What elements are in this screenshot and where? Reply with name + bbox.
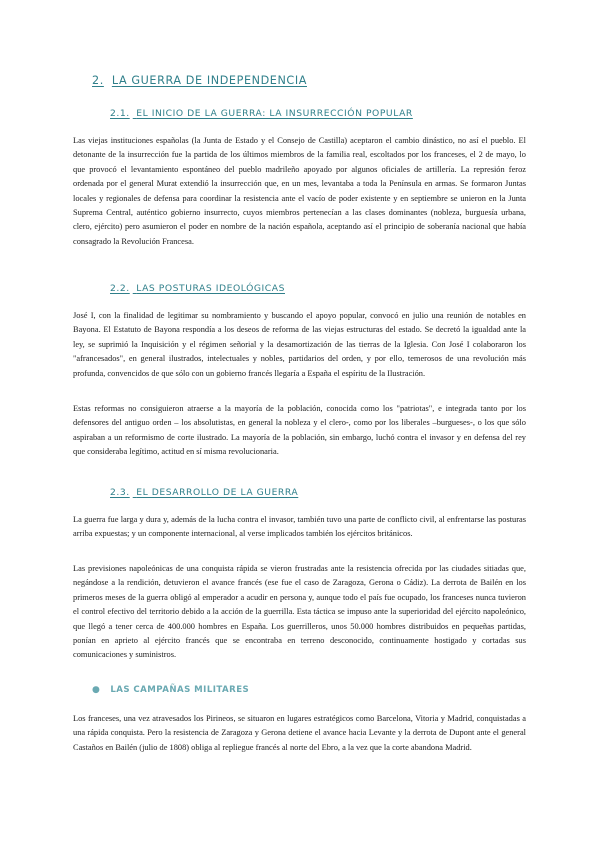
title-text: LA GUERRA DE INDEPENDENCIA	[111, 74, 307, 87]
section-number: 2.3.	[110, 487, 130, 498]
section-number: 2.2.	[110, 283, 130, 294]
section-heading-2-3	[110, 487, 298, 498]
subsection-title: LAS CAMPAÑAS MILITARES	[110, 685, 250, 695]
paragraph: Estas reformas no consiguieron atraerse a la mayoría de la población, conocida como los "patriotas", e integrada tanto por los defensores del antiguo orden – los absolutistas, en general la nobleza y el clero-, como por los liberales –burgueses-, o los que sólo aspiraban a un reformismo de corte ilustrado. La mayoría de la población, sin embargo, luchó contra el invasor y en defensa del rey que consideraba legítimo, actitud en sí misma revolucionaria.	[73, 404, 526, 457]
section-heading-2-2	[110, 283, 285, 294]
paragraph: José I, con la finalidad de legitimar su nombramiento y buscando el apoyo popular, convocó en julio una reunión de notables en Bayona. El Estatuto de Bayona respondía a los deseos de reforma de las viejas estructuras del estado. Se decretó la igualdad ante la ley, se suprimió la Inquisición y el régimen señorial y la desamortización de las tierras de la Iglesia. Con José I colaboraron los "afrancesados", en general ilustrados, intelectuales y nobles, partidarios del orden, y por ello, temerosos de una revolución más profunda, convencidos de que sólo con un gobierno francés llegaría a España el espíritu de la Ilustración.	[73, 311, 526, 378]
section-heading-2-1	[110, 108, 413, 119]
section-title: LAS POSTURAS IDEOLÓGICAS	[136, 283, 285, 294]
paragraph: Los franceses, una vez atravesados los Pirineos, se situaron en lugares estratégicos como Barcelona, Vitoria y Madrid, conquistadas a una rápida conquista. Pero la resistencia de Zaragoza y Gerona detiene el avance hacia Levante y la derrota de Dupont ante el general Castaños en Bailén (julio de 1808) obliga al repliegue francés al norte del Ebro, a la vez que la corte abandona Madrid.	[73, 714, 526, 752]
section-title: EL DESARROLLO DE LA GUERRA	[136, 487, 299, 498]
document-title	[92, 74, 307, 87]
section-number: 2.1.	[110, 108, 130, 119]
title-number: 2.	[92, 74, 104, 87]
paragraph: Las viejas instituciones españolas (la Junta de Estado y el Consejo de Castilla) aceptaron el cambio dinástico, no así el pueblo. El detonante de la insurrección fue la partida de los últimos miembros de la familia real, escoltados por los franceses, el 2 de mayo, lo que provocó el levantamiento espontáneo del pueblo madrileño apoyado por algunos oficiales de artillería. La represión feroz ordenada por el general Murat extendió la insurrección que, en un mes, levantaba a toda la Península en armas. Se formaron Juntas locales y regionales de defensa para coordinar la resistencia ante el vacío de poder existente y en septiembre se unieron en la Junta Suprema Central, auténtico gobierno insurrecto, cuyos miembros pertenecían a las clases dominantes (nobleza, burguesía urbana, clero, ejército) pero asumieron el poder en nombre de la nación española, aceptando así el principio de soberanía nacional que había consagrado la Revolución Francesa.	[73, 136, 526, 246]
subsection-heading-campanas	[92, 685, 249, 695]
bullet-icon: ●	[92, 685, 101, 695]
paragraph: Las previsiones napoleónicas de una conquista rápida se vieron frustradas ante la resistencia ofrecida por las ciudades sitiadas que, negándose a la rendición, detuvieron el avance francés (ese fue el caso de Zaragoza, Gerona o Cádiz). La derrota de Bailén en los primeros meses de la guerra obligó al emperador a acudir en persona y, aunque todo el país fue ocupado, los franceses nunca tuvieron el control efectivo del territorio debido a la acción de la guerrilla. Esta táctica se impuso ante la superioridad del ejército napoleónico, que llegó a tener cerca de 400.000 hombres en España. Los guerrilleros, unos 50.000 hombres distribuidos en pequeñas partidas, ponían en aprieto al ejército francés que se encontraba en terreno desconocido, continuamente hostigado y cortadas sus comunicaciones y suministros.	[73, 564, 526, 660]
paragraph: La guerra fue larga y dura y, además de la lucha contra el invasor, también tuvo una parte de conflicto civil, al enfrentarse las posturas arriba expuestas; y un componente internacional, al verse implicados también los ejércitos británicos.	[73, 515, 526, 539]
section-title: EL INICIO DE LA GUERRA: LA INSURRECCIÓN POPULAR	[136, 108, 413, 119]
